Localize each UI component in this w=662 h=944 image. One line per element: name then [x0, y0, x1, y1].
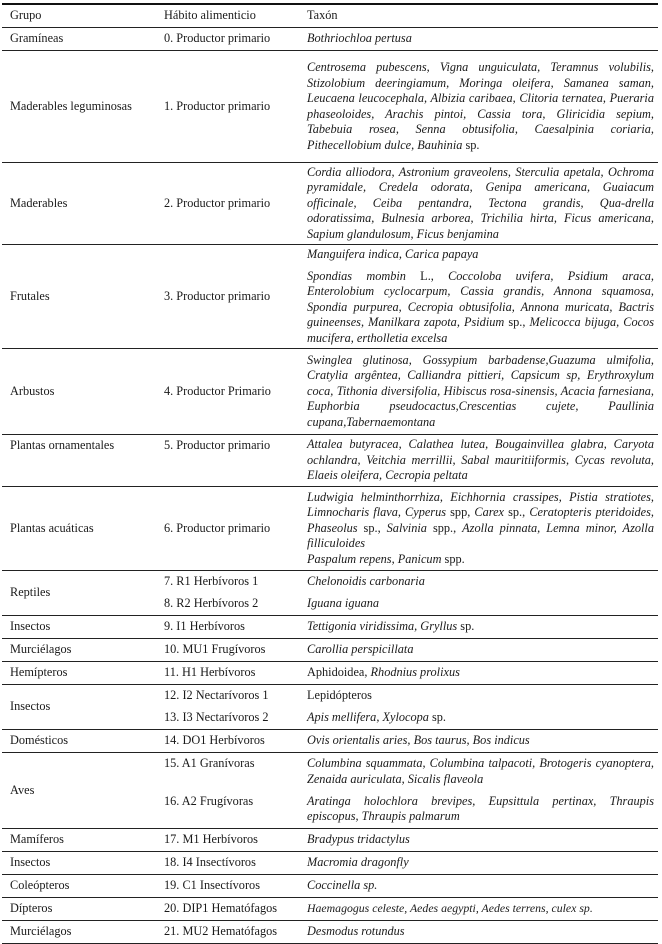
- cell-taxon: Iguana iguana: [299, 593, 658, 616]
- taxa-table: [2, 5, 658, 944]
- taxon-part: Azolla pinnata, Lemna minor, Azolla filliculoides: [307, 520, 654, 551]
- cell-habito: 14. DO1 Herbívoros: [156, 730, 299, 753]
- cell-grupo: Plantas ornamentales: [2, 435, 156, 487]
- cell-habito: 21. MU2 Hematófagos: [156, 921, 299, 944]
- cell-taxon: Coccinella sp.: [299, 875, 658, 898]
- cell-taxon: Macromia dragonfly: [299, 852, 658, 875]
- taxon-text: Tettigonia viridissima, Gryllus: [307, 619, 458, 634]
- taxon-suffix: sp.: [428, 710, 447, 725]
- table-row: [2, 898, 658, 921]
- cell-taxon: Haemagogus celeste, Aedes aegypti, Aedes terrens, culex sp.: [299, 898, 658, 921]
- table-row: [2, 829, 658, 852]
- taxon-text: Aratinga holochlora brevipes, Eupsittula pertinax, Thraupis episcopus, Thraupis palmarum: [307, 793, 654, 823]
- cell-taxon: [299, 707, 658, 730]
- cell-grupo: Frutales: [2, 245, 156, 349]
- table-row: [2, 730, 658, 753]
- table-row: [2, 487, 658, 571]
- table-header-row: [2, 5, 658, 28]
- cell-habito: 12. I2 Nectarívoros 1: [164, 688, 269, 703]
- cell-habito: 9. I1 Herbívoros: [156, 616, 299, 639]
- taxon-part: Ceratopteris pteridoides, Phaseolus: [307, 505, 654, 535]
- table-row: [2, 571, 658, 594]
- taxon-text: Centrosema pubescens, Vigna unguiculata, Teramnus volubilis, Stizolobium deeringiamum, Moringa oleifera, Samanea saman, Leucaena leucocephala, Albizia caribaea, Clitoria ternatea, Pueraria phaseoloides, Arachis pintoi, Cassia tora, Gliricidia sepium, Tabebuia rosea, Senna obtusifolia, Caesalpinia coriaria, Pithecellobium dulce, Bauhinia: [307, 60, 654, 152]
- table-row: [2, 435, 658, 487]
- table-row: [2, 616, 658, 639]
- cell-taxon: Lepidópteros: [307, 688, 372, 703]
- cell-grupo: Plantas acuáticas: [2, 487, 156, 571]
- taxon-part: Melicocca bijuga, Cocos mucifera, ertholletia excelsa: [307, 315, 654, 345]
- cell-taxon: [299, 487, 658, 571]
- table-row: [2, 921, 658, 944]
- taxon-part: spp.,: [426, 520, 463, 535]
- cell-habito: 1. Productor primario: [156, 51, 299, 163]
- cell-grupo: Coleópteros: [2, 875, 156, 898]
- cell-taxon: Ovis orientalis aries, Bos taurus, Bos indicus: [299, 730, 658, 753]
- cell-taxon: [299, 753, 658, 791]
- cell-grupo: Aves: [2, 753, 156, 829]
- cell-taxon: Bradypus tridactylus: [299, 829, 658, 852]
- cell-taxon: Desmodus rotundus: [299, 921, 658, 944]
- cell-grupo: Reptiles: [2, 571, 156, 616]
- taxon-text: Swinglea glutinosa, Gossypium barbadense,Guazuma ulmifolia, Cratylia argêntea, Calliandra pittieri, Capsicum sp, Erythroxylum coca, Tithonia diversifolia, Hibiscus rosa-sinensis, Acacia farnesiana, Euphorbia pseudocactus,Crescentias cujete, Paullinia cupana,Tabernaemontana: [307, 352, 654, 429]
- cell-habito: 6. Productor primario: [156, 487, 299, 571]
- cell-taxon: [299, 245, 658, 349]
- taxon-part: spp.: [441, 551, 465, 566]
- cell-grupo: Insectos: [2, 852, 156, 875]
- taxon-part: Ludwigia helminthorrhiza, Eichhornia crassipes, Pistia stratiotes, Limnocharis flava, Cyperus: [307, 489, 654, 520]
- cell-taxon: [299, 662, 658, 685]
- taxon-text: Rhodnius prolixus: [370, 665, 460, 680]
- taxon-part: Salvinia: [386, 520, 427, 535]
- taxon-text: Apis mellifera, Xylocopa: [307, 710, 429, 725]
- table-row: [2, 852, 658, 875]
- cell-taxon: [299, 51, 658, 163]
- cell-habito: 16. A2 Frugívoras: [156, 791, 299, 829]
- cell-taxon: [299, 349, 658, 435]
- cell-habito: 3. Productor primario: [156, 245, 299, 349]
- header-grupo: Grupo: [2, 5, 156, 28]
- cell-habito: 11. H1 Herbívoros: [156, 662, 299, 685]
- table-row: [2, 349, 658, 435]
- cell-grupo: Hemípteros: [2, 662, 156, 685]
- taxon-part: Coccoloba uvifera, Psidium araca, Enterolobium cyclocarpum, Cassia grandis, Annona squamosa, Spondia purpurea, Cecropia obtusifolia, Annona muricata, Bactris guineenses, Manilkara zapota, Psidium: [307, 268, 655, 329]
- cell-grupo: Gramíneas: [2, 28, 156, 51]
- taxon-part: sp.,: [504, 505, 530, 520]
- cell-taxon: Bothriochloa pertusa: [299, 28, 658, 51]
- cell-taxon: [299, 435, 658, 487]
- cell-habito: 17. M1 Herbívoros: [156, 829, 299, 852]
- cell-habito: 5. Productor primario: [156, 435, 299, 487]
- header-habito: Hábito alimenticio: [156, 5, 299, 28]
- taxon-part: Paspalum repens, Panicum: [307, 551, 442, 566]
- taxon-text: Cordia alliodora, Astronium graveolens, Sterculia apetala, Ochroma pyramidale, Credela odorata, Genipa americana, Guaiacum officinale, Ceiba pentandra, Tectona grandis, Qua-drella odoratissima, Bulnesia arborea, Trichilia hirta, Ficus americana, Sapium glandulosum, Ficus benjamina: [307, 164, 654, 241]
- cell-habito: 20. DIP1 Hematófagos: [156, 898, 299, 921]
- table-row: [2, 245, 658, 349]
- cell-habito: 10. MU1 Frugívoros: [156, 639, 299, 662]
- taxon-suffix: sp.: [462, 137, 480, 152]
- table-row: [2, 51, 658, 163]
- cell-grupo: Murciélagos: [2, 639, 156, 662]
- cell-grupo: Insectos: [2, 616, 156, 639]
- cell-habito: 7. R1 Herbívoros 1: [164, 574, 259, 589]
- taxon-part: sp.,: [357, 520, 387, 535]
- table-row: [2, 662, 658, 685]
- cell-habito: 18. I4 Insectívoros: [156, 852, 299, 875]
- table-row: [2, 28, 658, 51]
- table-row: [2, 163, 658, 245]
- cell-taxon: Chelonoidis carbonaria: [307, 574, 425, 589]
- taxon-line: Manguifera indica, Carica papaya: [307, 247, 479, 261]
- cell-taxon: [299, 616, 658, 639]
- header-taxon: Taxón: [299, 5, 658, 28]
- table-row: [2, 639, 658, 662]
- cell-habito: 15. A1 Granívoras: [164, 756, 255, 770]
- taxon-prefix: Aphidoidea,: [307, 665, 371, 680]
- cell-grupo: Domésticos: [2, 730, 156, 753]
- taxon-part: spp,: [446, 505, 475, 520]
- cell-grupo: Maderables: [2, 163, 156, 245]
- taxon-part: Carex: [474, 505, 505, 520]
- cell-grupo: Mamíferos: [2, 829, 156, 852]
- table-row: [2, 753, 658, 791]
- cell-habito: 13. I3 Nectarívoros 2: [156, 707, 299, 730]
- table-row: [2, 875, 658, 898]
- taxon-part: Spondias mombin: [307, 268, 406, 283]
- cell-grupo: Dípteros: [2, 898, 156, 921]
- cell-grupo: Insectos: [2, 685, 156, 730]
- cell-habito: 19. C1 Insectívoros: [156, 875, 299, 898]
- cell-grupo: Arbustos: [2, 349, 156, 435]
- cell-grupo: Murciélagos: [2, 921, 156, 944]
- taxon-part: L.,: [405, 268, 449, 283]
- taxon-text: Attalea butyracea, Calathea lutea, Bougainvillea glabra, Caryota ochlandra, Veitchia merrillii, Sabal mauritiiformis, Cycas revoluta, Elaeis oleifera, Cecropia peltata: [307, 437, 654, 483]
- taxon-text: Columbina squammata, Columbina talpacoti, Brotogeris cyanoptera, Zenaida auriculata, Sicalis flaveola: [307, 756, 654, 786]
- taxon-suffix: sp.: [457, 619, 475, 634]
- taxon-part: sp.,: [504, 315, 530, 329]
- table-row: [2, 685, 658, 708]
- cell-grupo: Maderables leguminosas: [2, 51, 156, 163]
- cell-habito: 0. Productor primario: [156, 28, 299, 51]
- cell-habito: 8. R2 Herbívoros 2: [156, 593, 299, 616]
- cell-taxon: [299, 791, 658, 829]
- cell-taxon: Carollia perspicillata: [299, 639, 658, 662]
- cell-taxon: [299, 163, 658, 245]
- cell-habito: 2. Productor primario: [156, 163, 299, 245]
- cell-habito: 4. Productor Primario: [156, 349, 299, 435]
